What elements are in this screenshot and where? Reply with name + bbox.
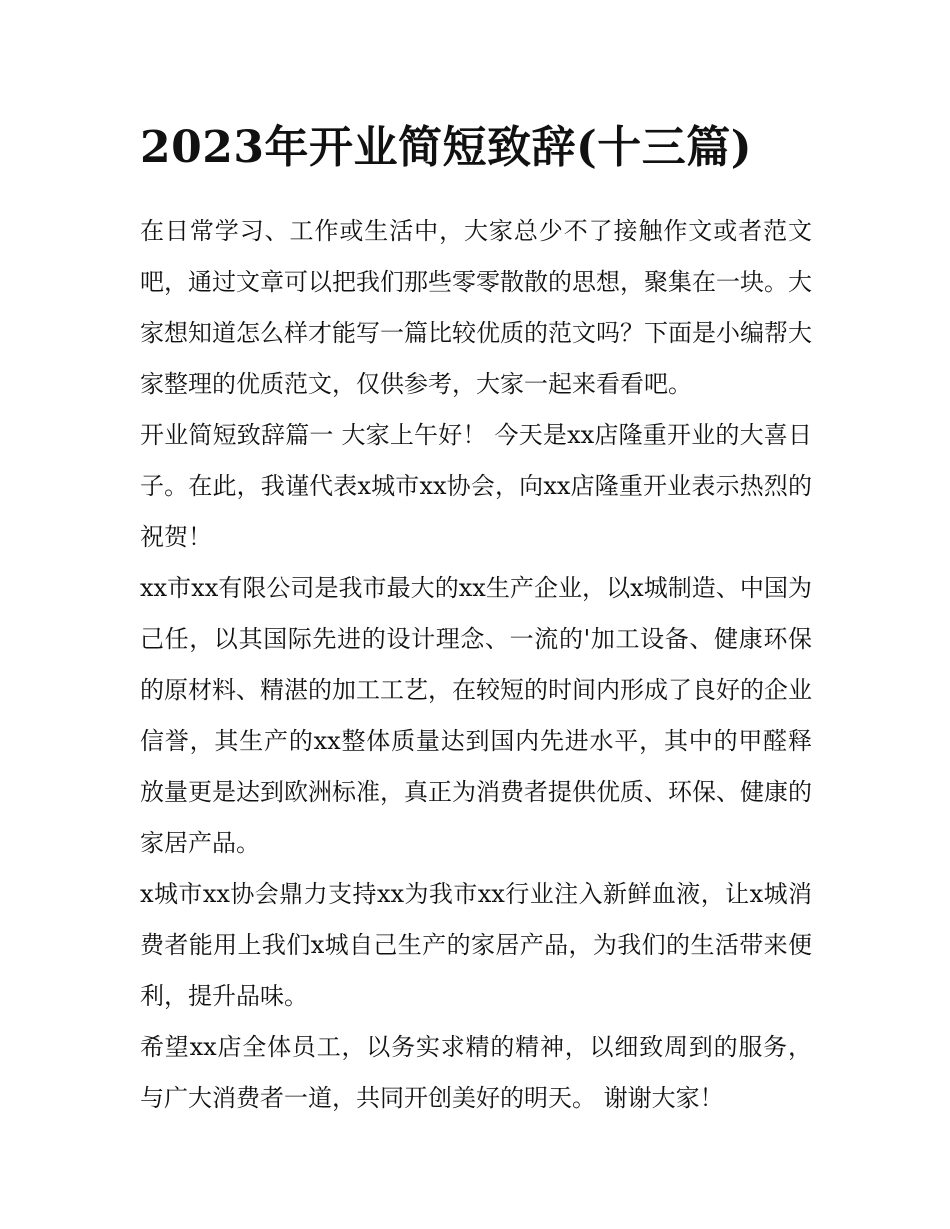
paragraph-support: x城市xx协会鼎力支持xx为我市xx行业注入新鲜血液，让x城消费者能用上我们x城自己生产的家居产品，为我们的生活带来便利，提升品味。 <box>140 880 812 1010</box>
document-title: 2023年开业简短致辞(十三篇) <box>140 122 753 173</box>
paragraph-company: xx市xx有限公司是我市最大的xx生产企业，以x城制造、中国为己任，以其国际先进的设计理念、一流的'加工设备、健康环保的原材料、精湛的加工工艺，在较短的时间内形成了良好的企业信誉，其生产的xx整体质量达到国内先进水平，其中的甲醛释放量更是达到欧洲标准，真正为消费者提供优质、环保、健康的家居产品。 <box>140 574 812 857</box>
document-page <box>140 112 812 1124</box>
paragraph-intro: 在日常学习、工作或生活中，大家总少不了接触作文或者范文吧，通过文章可以把我们那些零零散散的思想，聚集在一块。大家想知道怎么样才能写一篇比较优质的范文吗？下面是小编帮大家整理的优质范文，仅供参考，大家一起来看看吧。 <box>140 217 812 398</box>
document-body <box>140 206 812 1124</box>
paragraph-closing: 希望xx店全体员工，以务实求精的精神，以细致周到的服务，与广大消费者一道，共同开创美好的明天。 谢谢大家！ <box>140 1033 812 1112</box>
paragraph-greeting: 开业简短致辞篇一 大家上午好！ 今天是xx店隆重开业的大喜日子。在此，我谨代表x城市xx协会，向xx店隆重开业表示热烈的祝贺！ <box>140 421 812 551</box>
